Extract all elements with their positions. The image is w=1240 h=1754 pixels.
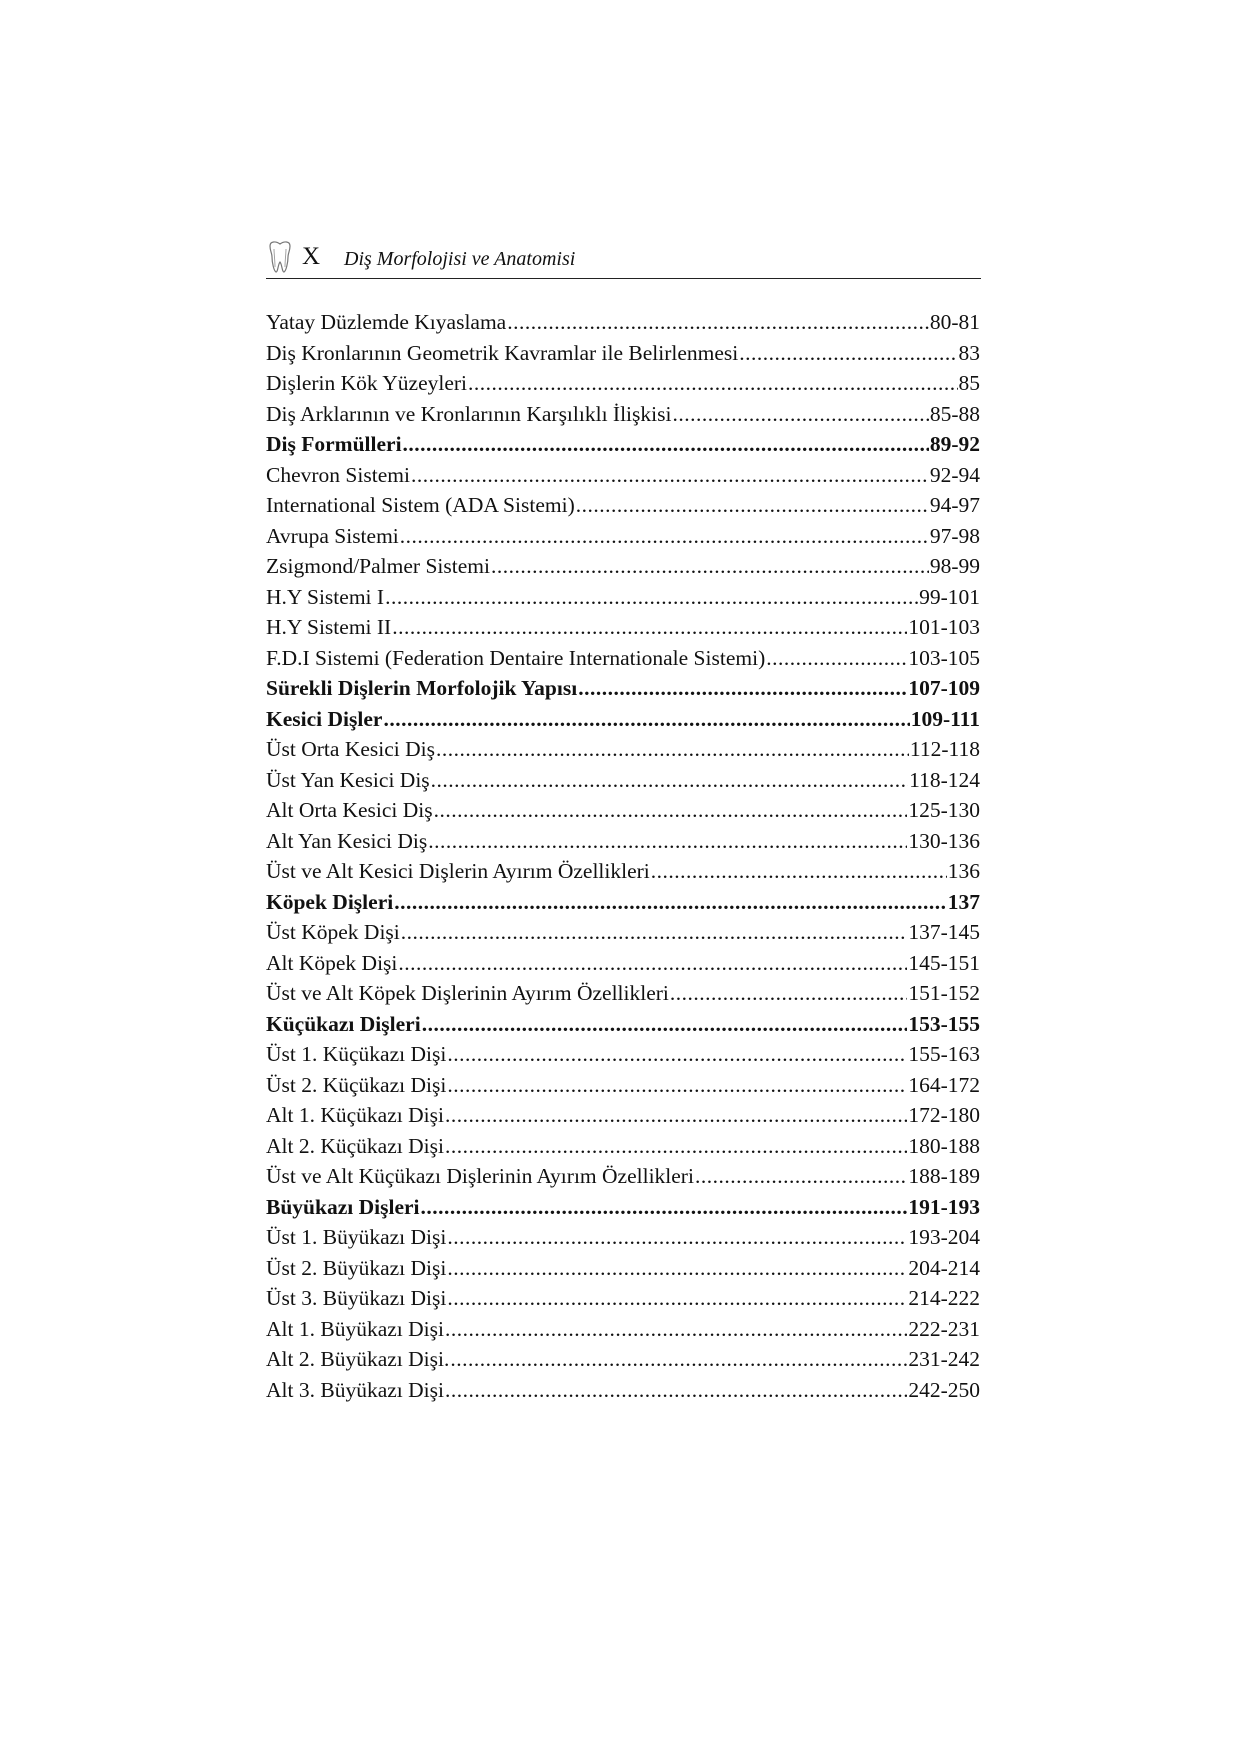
toc-entry-page: 118-124 bbox=[909, 767, 980, 792]
toc-entry bbox=[266, 1375, 980, 1406]
toc-entry-title: Sürekli Dişlerin Morfolojik Yapısı bbox=[266, 676, 578, 700]
toc-entry bbox=[266, 826, 980, 857]
toc-entry-page: 180-188 bbox=[908, 1133, 980, 1158]
toc-entry-page: 89-92 bbox=[929, 432, 980, 456]
toc-entry-title: International Sistem (ADA Sistemi) bbox=[266, 493, 575, 517]
dot-leader bbox=[445, 1131, 907, 1162]
toc-entry bbox=[266, 612, 980, 643]
toc-entry-title: Alt Yan Kesici Diş bbox=[266, 828, 428, 853]
toc-section-heading bbox=[266, 429, 980, 460]
toc-entry-page: 85 bbox=[958, 371, 980, 395]
dot-leader bbox=[445, 1314, 907, 1345]
dot-leader bbox=[491, 551, 929, 582]
toc-entry bbox=[266, 948, 980, 979]
dot-leader bbox=[445, 1100, 907, 1131]
toc-entry bbox=[266, 765, 980, 796]
toc-entry-title: Üst ve Alt Köpek Dişlerinin Ayırım Özellikleri bbox=[266, 981, 669, 1005]
tooth-icon bbox=[266, 240, 294, 274]
toc-section-heading bbox=[266, 704, 980, 735]
dot-leader bbox=[385, 582, 918, 613]
dot-leader bbox=[411, 460, 929, 491]
page-number: X bbox=[302, 243, 321, 270]
toc-entry-title: Üst 1. Küçükazı Dişi bbox=[266, 1042, 447, 1066]
toc-entry bbox=[266, 368, 980, 399]
toc-entry-page: 112-118 bbox=[909, 737, 980, 761]
toc-entry-page: 137 bbox=[947, 889, 980, 914]
dot-leader bbox=[468, 368, 957, 399]
toc-entry bbox=[266, 490, 980, 521]
toc-entry bbox=[266, 399, 980, 430]
dot-leader bbox=[394, 887, 947, 918]
toc-entry-title: Küçükazı Dişleri bbox=[266, 1011, 421, 1036]
dot-leader bbox=[651, 856, 947, 887]
toc-entry-page: 98-99 bbox=[929, 554, 980, 578]
toc-entry bbox=[266, 1161, 980, 1192]
dot-leader bbox=[576, 490, 929, 521]
toc-entry bbox=[266, 1100, 980, 1131]
toc-entry bbox=[266, 643, 980, 674]
dot-leader bbox=[447, 1253, 907, 1284]
toc-entry bbox=[266, 856, 980, 887]
toc-entry-page: 125-130 bbox=[908, 798, 980, 822]
toc-entry-title: Diş Formülleri bbox=[266, 432, 402, 456]
toc-entry-title: Alt 2. Büyükazı Dişi. bbox=[266, 1347, 450, 1371]
dot-leader bbox=[695, 1161, 907, 1192]
toc-entry-page: 164-172 bbox=[908, 1072, 980, 1097]
dot-leader bbox=[447, 1070, 907, 1101]
toc-entry-page: 188-189 bbox=[908, 1164, 980, 1188]
toc-entry-title: Alt 1. Küçükazı Dişi bbox=[266, 1103, 444, 1127]
toc-entry-title: H.Y Sistemi I bbox=[266, 584, 385, 609]
toc-entry-page: 92-94 bbox=[929, 462, 980, 487]
toc-entry bbox=[266, 460, 980, 491]
dot-leader bbox=[434, 795, 908, 826]
toc-entry-page: 80-81 bbox=[929, 310, 980, 334]
toc-entry-page: 193-204 bbox=[908, 1225, 980, 1249]
toc-entry bbox=[266, 1253, 980, 1284]
toc-entry-title: Diş Kronlarının Geometrik Kavramlar ile Belirlenmesi bbox=[266, 340, 739, 365]
dot-leader bbox=[400, 521, 929, 552]
toc-entry-page: 103-105 bbox=[908, 645, 980, 670]
toc-entry-page: 137-145 bbox=[908, 920, 980, 944]
dot-leader bbox=[766, 643, 907, 674]
toc-entry bbox=[266, 307, 980, 338]
toc-entry-page: 204-214 bbox=[908, 1255, 980, 1280]
toc-entry bbox=[266, 1283, 980, 1314]
dot-leader bbox=[670, 978, 907, 1009]
toc-entry-page: 136 bbox=[947, 859, 980, 883]
toc-entry bbox=[266, 1314, 980, 1345]
running-header bbox=[266, 238, 981, 279]
dot-leader bbox=[431, 765, 908, 796]
toc-entry-title: Köpek Dişleri bbox=[266, 889, 394, 914]
toc-entry-page: 153-155 bbox=[908, 1011, 980, 1036]
toc-entry-page: 214-222 bbox=[908, 1286, 980, 1310]
dot-leader bbox=[436, 734, 909, 765]
dot-leader bbox=[403, 429, 929, 460]
toc-entry-page: 109-111 bbox=[910, 706, 980, 731]
toc-entry-page: 172-180 bbox=[908, 1103, 980, 1127]
toc-entry bbox=[266, 1344, 980, 1375]
toc-entry-title: Üst 2. Küçükazı Dişi bbox=[266, 1072, 447, 1097]
dot-leader bbox=[421, 1192, 908, 1223]
toc-entry-title: Chevron Sistemi bbox=[266, 462, 410, 487]
dot-leader bbox=[401, 917, 908, 948]
toc-section-heading bbox=[266, 887, 980, 918]
toc-entry bbox=[266, 551, 980, 582]
toc-entry bbox=[266, 978, 980, 1009]
toc-entry-title: Üst Yan Kesici Diş bbox=[266, 767, 430, 792]
toc-entry-page: 231-242 bbox=[908, 1347, 980, 1371]
toc-entry bbox=[266, 1070, 980, 1101]
toc-entry bbox=[266, 582, 980, 613]
toc-entry-title: Büyükazı Dişleri bbox=[266, 1194, 420, 1219]
toc-entry-title: Zsigmond/Palmer Sistemi bbox=[266, 554, 490, 578]
dot-leader bbox=[739, 338, 957, 369]
toc-entry bbox=[266, 1131, 980, 1162]
dot-leader bbox=[383, 704, 909, 735]
toc-entry-page: 101-103 bbox=[908, 615, 980, 639]
toc-entry-page: 130-136 bbox=[908, 828, 980, 853]
table-of-contents bbox=[266, 307, 980, 1405]
toc-entry-title: F.D.I Sistemi (Federation Dentaire Internationale Sistemi) bbox=[266, 645, 766, 670]
toc-entry-title: Alt 1. Büyükazı Dişi bbox=[266, 1316, 444, 1341]
toc-entry-page: 85-88 bbox=[929, 401, 980, 426]
toc-section-heading bbox=[266, 1009, 980, 1040]
dot-leader bbox=[398, 948, 907, 979]
dot-leader bbox=[428, 826, 907, 857]
toc-entry-page: 145-151 bbox=[908, 950, 980, 975]
toc-entry-title: Üst Orta Kesici Diş bbox=[266, 737, 435, 761]
toc-entry-title: Yatay Düzlemde Kıyaslama bbox=[266, 310, 507, 334]
toc-entry-title: Üst Köpek Dişi bbox=[266, 920, 400, 944]
toc-entry-page: 191-193 bbox=[908, 1194, 980, 1219]
dot-leader bbox=[507, 307, 929, 338]
toc-entry-page: 242-250 bbox=[908, 1377, 980, 1402]
toc-entry bbox=[266, 795, 980, 826]
dot-leader bbox=[450, 1344, 907, 1375]
dot-leader bbox=[422, 1009, 908, 1040]
toc-entry-title: Üst ve Alt Küçükazı Dişlerinin Ayırım Özellikleri bbox=[266, 1164, 694, 1188]
toc-entry bbox=[266, 338, 980, 369]
toc-entry-title: Üst 3. Büyükazı Dişi bbox=[266, 1286, 447, 1310]
toc-entry-page: 97-98 bbox=[929, 523, 980, 548]
toc-entry-title: Avrupa Sistemi bbox=[266, 523, 399, 548]
toc-entry-title: Alt 3. Büyükazı Dişi bbox=[266, 1377, 444, 1402]
toc-section-heading bbox=[266, 1192, 980, 1223]
toc-entry-page: 222-231 bbox=[908, 1316, 980, 1341]
toc-entry bbox=[266, 917, 980, 948]
toc-entry-page: 83 bbox=[958, 340, 980, 365]
toc-entry-page: 94-97 bbox=[929, 493, 980, 517]
toc-entry-page: 107-109 bbox=[908, 676, 980, 700]
toc-entry-title: Dişlerin Kök Yüzeyleri bbox=[266, 371, 468, 395]
dot-leader bbox=[447, 1283, 907, 1314]
toc-entry-title: Alt Orta Kesici Diş bbox=[266, 798, 433, 822]
toc-entry bbox=[266, 521, 980, 552]
toc-entry-title: Diş Arklarının ve Kronlarının Karşılıklı İlişkisi bbox=[266, 401, 672, 426]
dot-leader bbox=[578, 673, 907, 704]
dot-leader bbox=[445, 1375, 907, 1406]
dot-leader bbox=[392, 612, 907, 643]
toc-entry bbox=[266, 734, 980, 765]
toc-entry-page: 155-163 bbox=[908, 1042, 980, 1066]
toc-entry-title: Alt Köpek Dişi bbox=[266, 950, 398, 975]
dot-leader bbox=[672, 399, 928, 430]
running-title: Diş Morfolojisi ve Anatomisi bbox=[344, 248, 576, 270]
toc-entry-title: Alt 2. Küçükazı Dişi bbox=[266, 1133, 444, 1158]
toc-entry-page: 151-152 bbox=[908, 981, 980, 1005]
toc-entry-title: Üst 2. Büyükazı Dişi bbox=[266, 1255, 447, 1280]
toc-entry-title: Üst 1. Büyükazı Dişi bbox=[266, 1225, 447, 1249]
toc-section-heading bbox=[266, 673, 980, 704]
dot-leader bbox=[447, 1039, 907, 1070]
toc-entry-title: H.Y Sistemi II bbox=[266, 615, 392, 639]
toc-entry bbox=[266, 1222, 980, 1253]
toc-entry-page: 99-101 bbox=[919, 584, 980, 609]
toc-entry-title: Üst ve Alt Kesici Dişlerin Ayırım Özellikleri bbox=[266, 859, 650, 883]
toc-entry bbox=[266, 1039, 980, 1070]
toc-entry-title: Kesici Dişler bbox=[266, 706, 383, 731]
dot-leader bbox=[447, 1222, 907, 1253]
